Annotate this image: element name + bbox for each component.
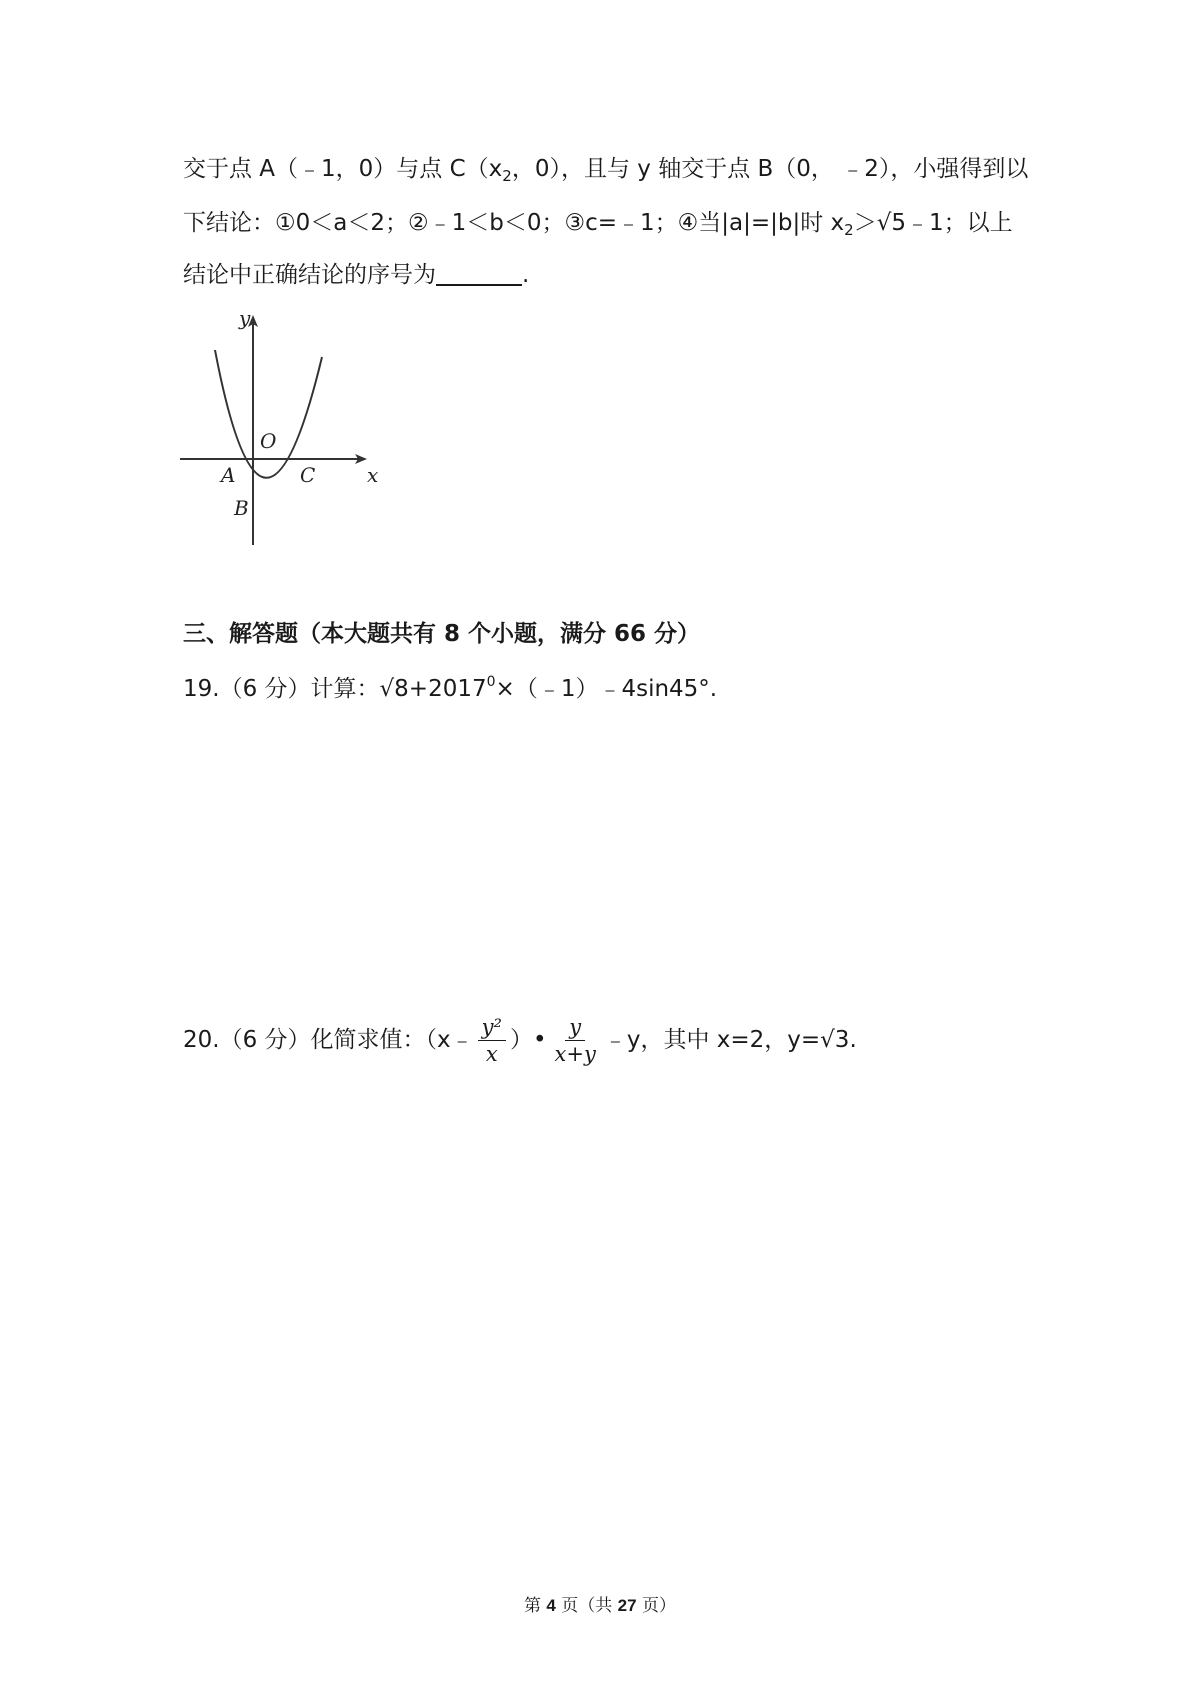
fraction-y-over-x-plus-y: $\frac{y}{x+y}$ [554, 1014, 596, 1066]
problem18-line3: 结论中正确结论的序号为 . [183, 262, 530, 288]
label-y: y [239, 306, 251, 330]
label-c: C [300, 463, 316, 487]
section-heading: 三、解答题（本大题共有 8 个小题，满分 66 分） [183, 621, 701, 647]
answer-blank [436, 260, 522, 286]
label-a: A [221, 463, 236, 487]
problem19: 19.（6 分）计算：$√8+2017^0\times(﹣1)﹣4\sin 45^\circ$. [183, 674, 718, 702]
problem18-line1: 交于点 A（﹣1，0）与点 $C(x_2$，0），且与 y 轴交于点 B（0， ﹣2），小强得到以 [183, 156, 1029, 185]
label-b: B [234, 496, 249, 520]
page-footer: 第 4 页（共 27 页） [523, 1596, 676, 1616]
label-x: x [367, 463, 379, 487]
problem18-line2: 下结论：①0＜a＜2；②﹣1＜b＜0；③c=﹣1；④当|a|=|b|时 $x_2>√5﹣1$；以上 [183, 210, 1013, 239]
label-o: O [260, 429, 277, 453]
parabola-graph [175, 305, 395, 550]
problem20: 20.（6 分）化简求值：（x﹣ $\frac{\text{y²}}{x}$ ）• $\frac{y}{x+y}$ ﹣y，其中 x=2，y=√3. [183, 1014, 857, 1066]
fraction-y2-over-x: $\frac{\text{y²}}{x}$ [478, 1014, 506, 1067]
